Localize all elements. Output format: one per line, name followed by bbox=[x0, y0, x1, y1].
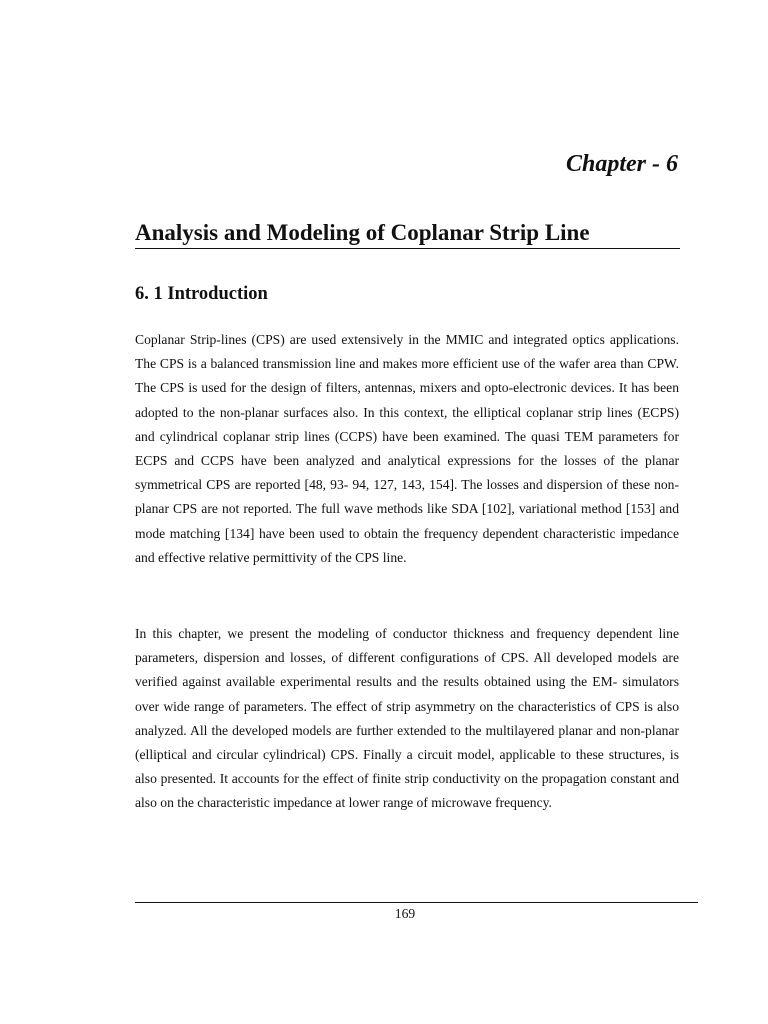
section-heading: 6. 1 Introduction bbox=[135, 284, 268, 304]
chapter-label: Chapter - 6 bbox=[565, 151, 678, 177]
paragraph-chapter-overview: In this chapter, we present the modeling of conductor thickness and frequency dependent line parameters, dispersion and losses, of different configurations of CPS. All developed models are verified against available experimental results and the results obtained using the EM- simulators over wide range of parameters. The effect of strip asymmetry on the characteristics of CPS is also analyzed. All the developed models are further extended to the multilayered planar and non-planar (elliptical and circular cylindrical) CPS. Finally a circuit model, applicable to these structures, is also presented. It accounts for the effect of finite strip conductivity on the propagation constant and also on the characteristic impedance at lower range of microwave frequency. bbox=[135, 626, 679, 811]
chapter-title: Analysis and Modeling of Coplanar Strip Line bbox=[135, 218, 680, 249]
page-number: 169 bbox=[394, 906, 416, 921]
footer-divider bbox=[135, 902, 698, 903]
paragraph-introduction: Coplanar Strip-lines (CPS) are used extensively in the MMIC and integrated optics applications. The CPS is a balanced transmission line and makes more efficient use of the wafer area than CPW. The CPS is used for the design of filters, antennas, mixers and opto-electronic devices. It has been adopted to the non-planar surfaces also. In this context, the elliptical coplanar strip lines (ECPS) and cylindrical coplanar strip lines (CCPS) have been examined. The quasi TEM parameters for ECPS and CCPS have been analyzed and analytical expressions for the losses of the planar symmetrical CPS are reported [48, 93- 94, 127, 143, 154]. The losses and dispersion of these non-planar CPS are not reported. The full wave methods like SDA [102], variational method [153] and mode matching [134] have been used to obtain the frequency dependent characteristic impedance and effective relative permittivity of the CPS line. bbox=[135, 332, 679, 565]
